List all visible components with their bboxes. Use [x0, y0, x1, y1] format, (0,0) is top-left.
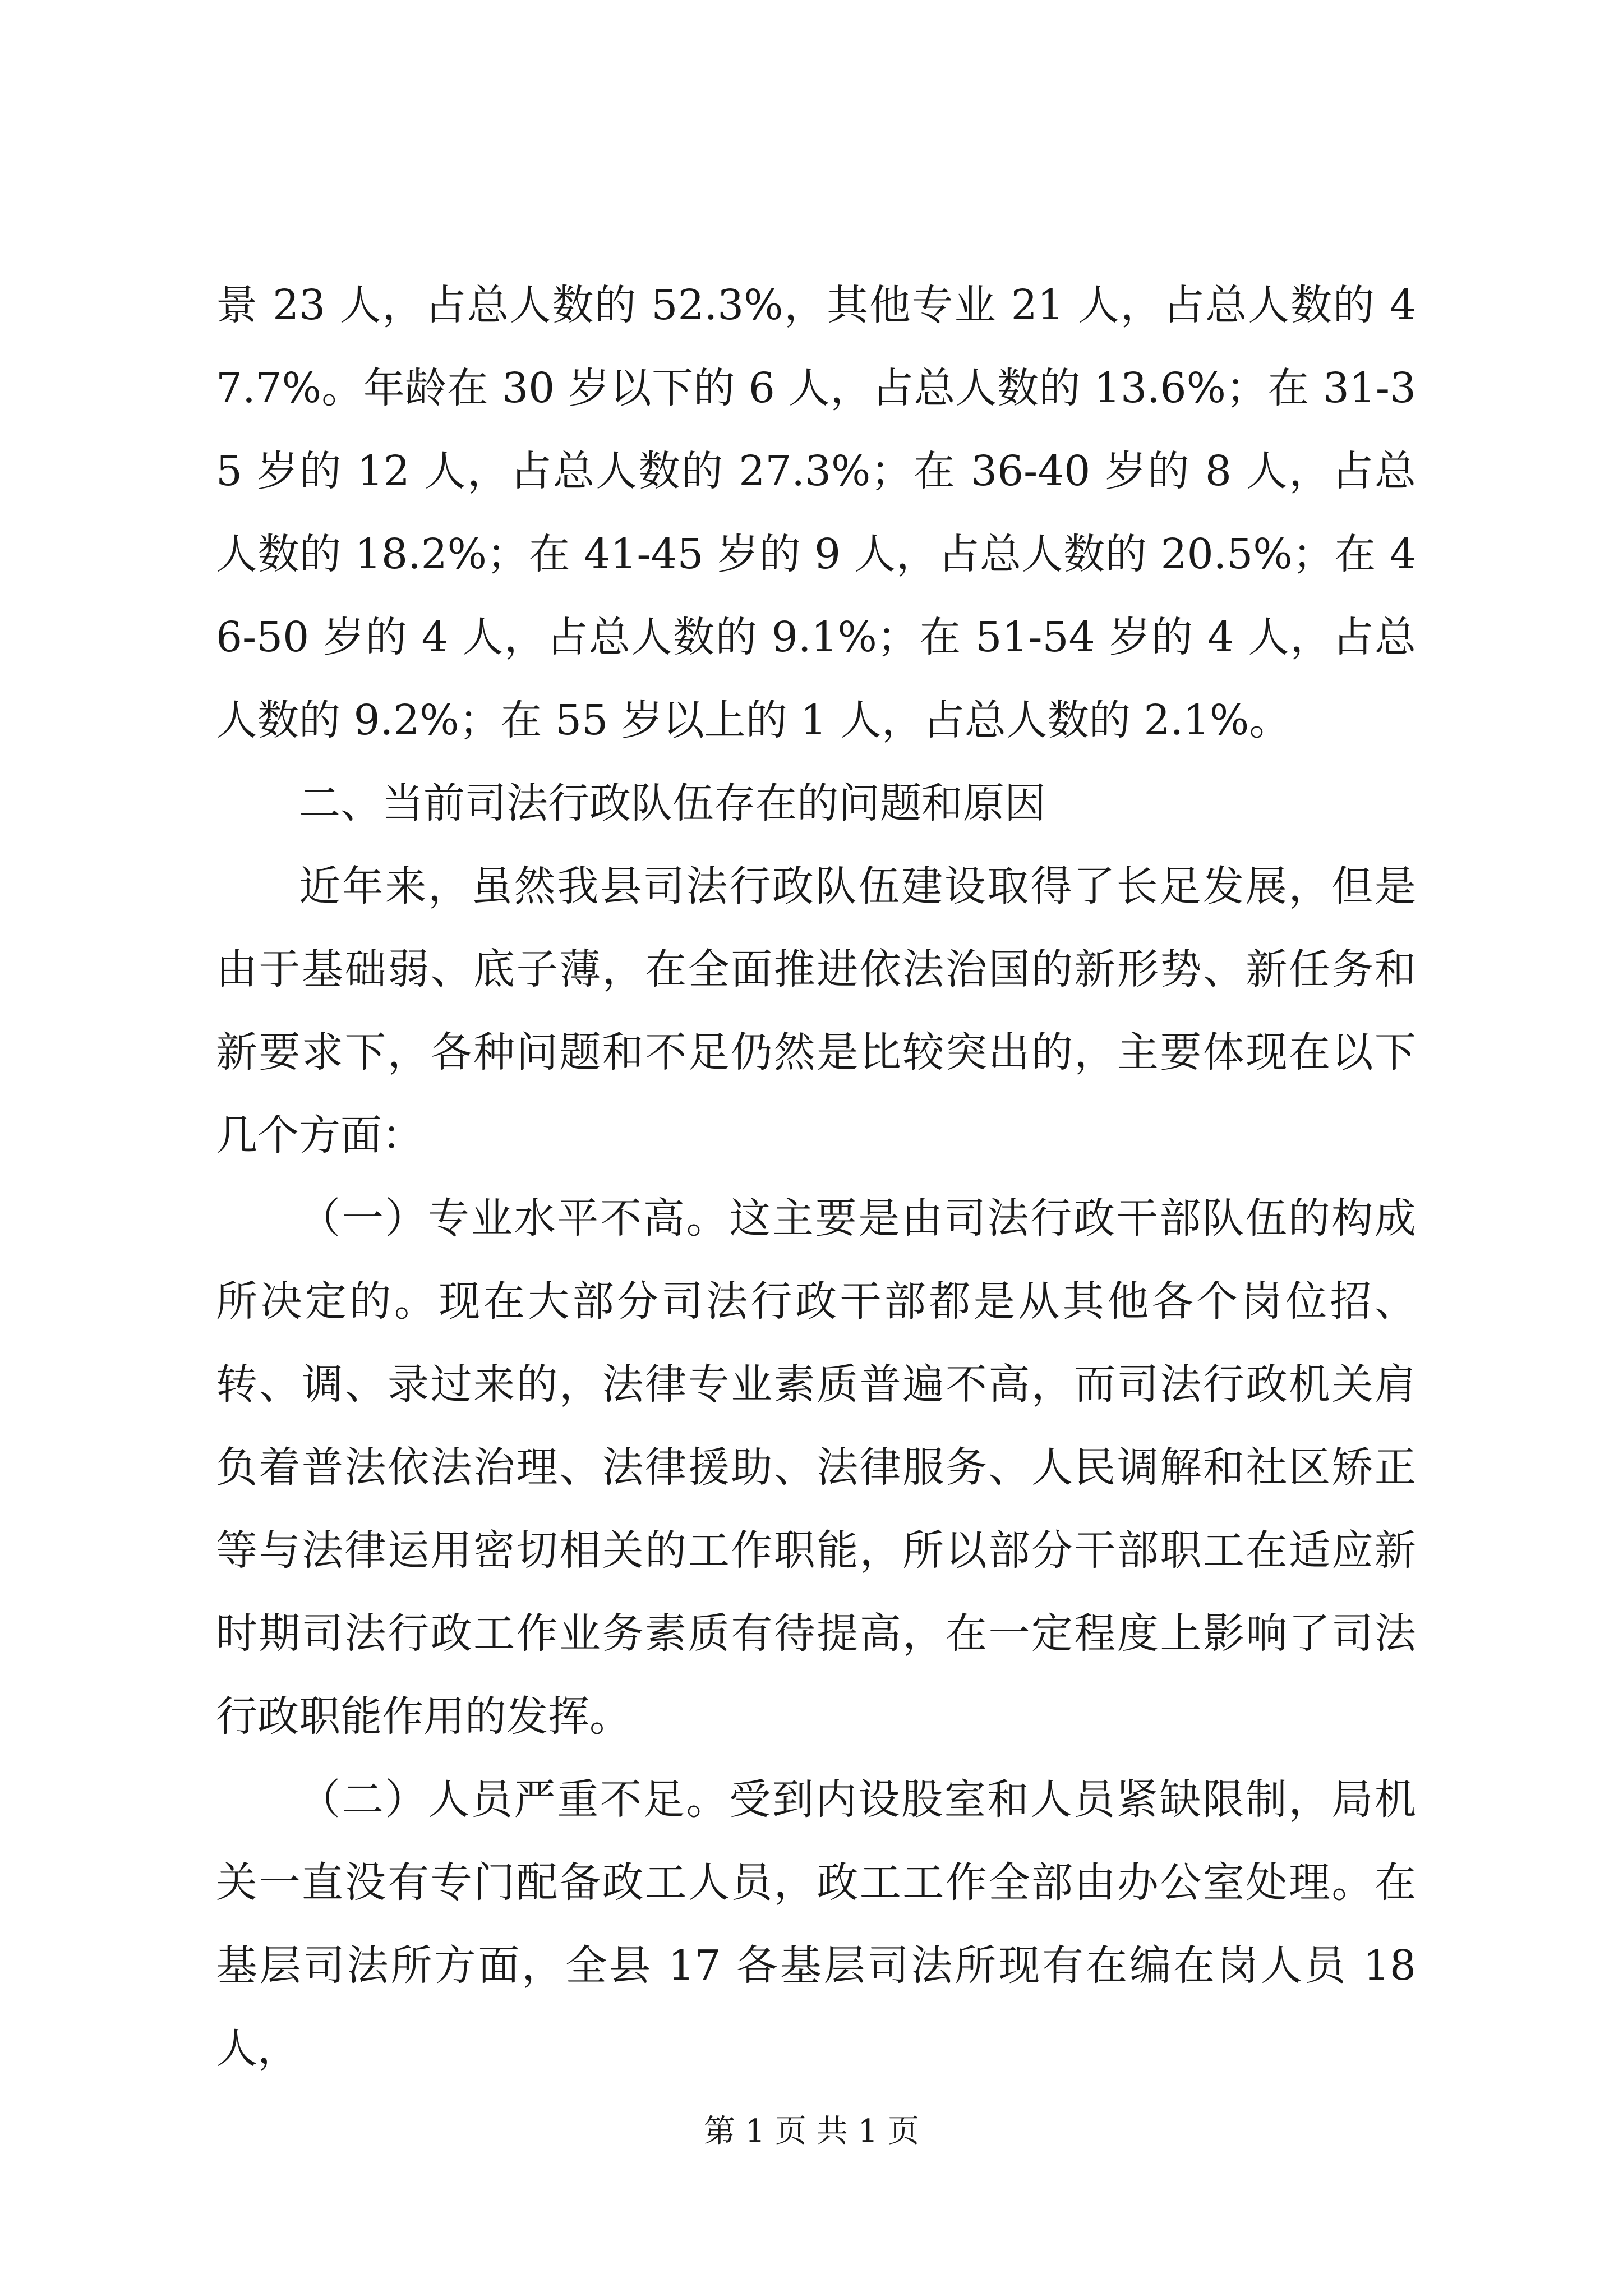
paragraph-age-statistics: 景 23 人，占总人数的 52.3%，其他专业 21 人，占总人数的 47.7%。年龄在 30 岁以下的 6 人，占总人数的 13.6%；在 31-35 岁的 12 人，占总人数的 27.3%；在 36-40 岁的 8 人，占总人数的 18.2%；在 41-45 岁的 9 人，占总人数的 20.5%；在 46-50 岁的 4 人，占总人数的 9.1%；在 51-54 岁的 4 人，占总人数的 9.2%；在 55 岁以上的 1 人，占总人数的 2.1%。: [216, 281, 1416, 744]
paragraph-staff-shortage: （二）人员严重不足。受到内设股室和人员紧缺限制，局机关一直没有专门配备政工人员，政工工作全部由办公室处理。在基层司法所方面，全县 17 各基层司法所现有在编在岗人员 18 人，: [216, 1775, 1416, 2073]
section-heading-problems: 二、当前司法行政队伍存在的问题和原因: [299, 779, 1046, 827]
paragraph-intro: 近年来，虽然我县司法行政队伍建设取得了长足发展，但是由于基础弱、底子薄，在全面推进依法治国的新形势、新任务和新要求下，各种问题和不足仍然是比较突出的，主要体现在以下几个方面：: [216, 862, 1416, 1159]
document-body: [216, 264, 1416, 2090]
page-footer: 第 1 页 共 1 页: [703, 2113, 920, 2150]
paragraph-professional-level: （一）专业水平不高。这主要是由司法行政干部队伍的构成所决定的。现在大部分司法行政干部都是从其他各个岗位招、转、调、录过来的，法律专业素质普遍不高，而司法行政机关肩负着普法依法治理、法律援助、法律服务、人民调解和社区矫正等与法律运用密切相关的工作职能，所以部分干部职工在适应新时期司法行政工作业务素质有待提高，在一定程度上影响了司法行政职能作用的发挥。: [216, 1194, 1416, 1741]
